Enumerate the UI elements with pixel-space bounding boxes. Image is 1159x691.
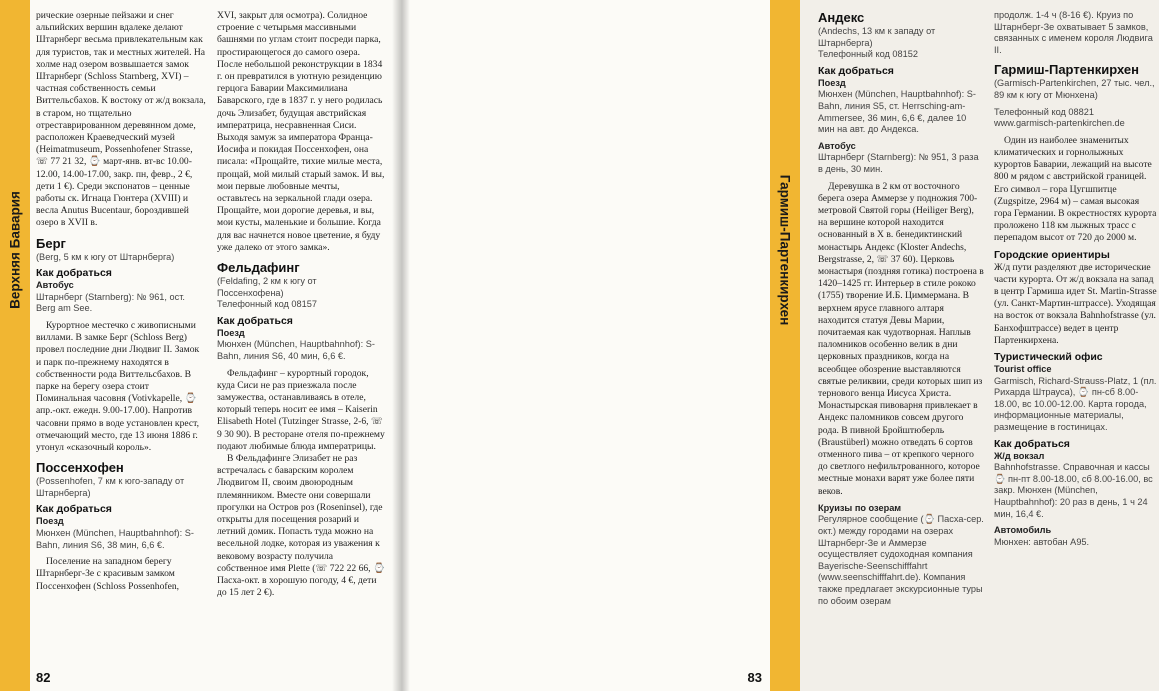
paragraph: Один из наиболее знаменитых климатических и горнолыжных курортов Баварии, лежащий на высоте 800 м рядом с австрийской границей. Его символ – гора Цугшпитце (Zugspitze, 2964 м) – самая высокая гора Германии. В окрестностях курорта проложено 118 км лыжных трасс с перепадом высот от 720 до 2000 м. (994, 134, 1157, 244)
transport-info: Штарнберг (Starnberg): № 951, 3 раза в день, 30 мин. (818, 152, 979, 174)
section-tab-label: Верхняя Бавария (7, 191, 23, 309)
transport-info: Bahnhofstrasse. Справочная и кассы ⌚ пн-пт 8.00-18.00, сб 8.00-16.00, вс закр. Мюнхен (München, Hauptbahnhof): 20 раз в день, 1 ч 24 мин, 16,4 €. (994, 462, 1153, 519)
website: www.garmisch-partenkirchen.de (994, 118, 1125, 129)
left-column-1 (36, 10, 206, 593)
section-heading: Андекс (818, 10, 865, 25)
section-tab-left (0, 0, 30, 691)
right-column-2 (994, 10, 1159, 548)
transport-label: Автобус (36, 280, 74, 291)
subheading: Как добраться (36, 503, 112, 516)
subheading: Как добраться (217, 314, 293, 327)
page-number: 82 (36, 670, 51, 685)
transport-label: Ж/д вокзал (994, 450, 1045, 461)
section-heading: Поссенхофен (36, 460, 124, 476)
transport-label: Автомобиль (994, 525, 1052, 536)
subheading: Туристический офис (994, 351, 1103, 363)
page-number: 83 (747, 670, 762, 685)
section-subtitle: (Possenhofen, 7 км к юго-западу от Штарнберга) (36, 476, 185, 498)
right-column-1 (818, 10, 985, 607)
cruise-label: Круизы по озерам (818, 502, 902, 513)
phone-code: Телефонный код 08152 (818, 49, 918, 60)
transport-info: Штарнберг (Starnberg): № 961, ост. Berg am See. (36, 291, 185, 314)
section-subtitle: (Feldafing, 2 км к югу от Поссенхофена) (217, 276, 317, 298)
section-tab-right (770, 0, 800, 691)
section-heading: Берг (36, 235, 66, 251)
paragraph: Поселение на западном берегу Штарнберг-Зе с красивым замком Поссенхофен (Schloss Possenhofen, (36, 556, 180, 592)
section-subtitle: (Andechs, 13 км к западу от Штарнберга) (818, 26, 936, 48)
transport-label: Поезд (217, 327, 245, 338)
paragraph: продолж. 1-4 ч (8-16 €). Круиз по Штарнберг-Зе охватывает 5 замков, связанных с именем короля Людвига II. (994, 10, 1153, 55)
transport-info: Мюнхен (München, Hauptbahnhof): S-Bahn, линия S5, ст. Herrsching-am-Ammersee, 36 мин, 6,6 €, далее 10 мин на авт. до Андекса. (818, 89, 976, 135)
paragraph: XVI, закрыт для осмотра). Солидное строение с четырьмя массивными башнями по углам стоит посреди парка, простирающегося до самого озера. После небольшой реконструкции в 1834 г. он превратился в уютную резиденцию герцога Баварии Максимилиана Баварского, где в 1837 г. у него родилась дочь Элизабет, будущая австрийская императрица, несравненная Сиси. Выходя замуж за императора Франца-Иосифа и покидая Поссенхофен, она писала: «Прощайте, тихие милые места, прощай, мой милый старый замок. И вы, мои первые любовные мечты, оставьтесь на зеркальной глади озера. Прощайте, мои дорогие деревья, и вы, мои кусты, маленькие и большие. Когда для вас начнется новое цветение, я буду уже далеко от этого замка». (217, 10, 385, 253)
right-page (400, 0, 1157, 691)
left-column-2 (217, 10, 385, 599)
phone-code: Телефонный код 08821 (994, 106, 1094, 117)
office-info: Garmisch, Richard-Strauss-Platz, 1 (пл. Рихарда Штрауса), ⌚ пн-сб 8.00-18.00, вс 10.00-12.00. Карта города, информационные материалы, размещение в гостиницах. (994, 375, 1157, 432)
paragraph: Фельдафинг – курортный городок, куда Сиси не раз приезжала после замужества, останавливаясь в отеле, который теперь носит ее имя – Kaiserin Elisabeth Hotel (Tutzinger Strasse, 2-6, ☏ 9 30 90). В ресторане отеля по-прежнему подают любимые блюда императрицы. (217, 367, 385, 452)
section-subtitle: (Garmisch-Partenkirchen, 27 тыс. чел., 89 км к югу от Мюнхена) (994, 78, 1155, 100)
transport-label: Поезд (818, 77, 846, 88)
paragraph: Ж/д пути разделяют две исторические части курорта. От ж/д вокзала на запад в центр Гармиша идет St. Martin-Strasse (ул. Санкт-Мартин-штрассе). Уходящая на восток от вокзала Bahnhofstrasse (ул. Банхофштрассе) ведет в центр Партенкирхена. (994, 261, 1157, 346)
left-page (0, 0, 400, 691)
subheading: Как добраться (994, 437, 1070, 450)
section-tab-label: Гармиш-Партенкирхен (777, 174, 793, 326)
section-heading: Фельдафинг (217, 260, 300, 276)
transport-info: Мюнхен: автобан A95. (994, 536, 1090, 547)
transport-label: Поезд (36, 516, 64, 527)
subheading: Как добраться (818, 64, 894, 77)
transport-info: Мюнхен (München, Hauptbahnhof): S-Bahn, линия S6, 38 мин, 6,6 €. (36, 528, 194, 550)
phone-code: Телефонный код 08157 (217, 299, 317, 310)
paragraph: рические озерные пейзажи и снег альпийских вершин вдалеке делают Штарнберг весьма привлекательным как для туристов, так и местных жителей. На холме над озером возвышается замок Штарнберг (Schloss Starnberg, XVI) – частная собственность семьи Виттельсбахов. К востоку от ж/д вокзала, в старом, но тщательно отреставрированном деревянном доме, расположен Краеведческий музей (Heimatmuseum, Possenhofener Strasse, ☏ 77 21 32, ⌚ март-янв. вт-вс 10.00-12.00, 14.00-17.00, закр. пн, февр., 2 €, дети 1 €). Среди экспонатов – ценные работы ск. Игнаца Гюнтера (XVIII) и весла Anutus Bucentaur, бороздившей озеро в XVII в. (36, 10, 206, 229)
paragraph: Курортное местечко с живописными виллами. В замке Берг (Schloss Berg) провел последние дни Людвиг II. Замок и парк по-прежнему находятся в собственности рода Виттельсбахов. В парке на берегу озера стоит Поминальная часовня (Votivkapelle, ⌚ апр.-окт. ежедн. 9.00-17.00). Напротив часовни прямо в воде установлен крест, отмечающий место, где 13 июня 1886 г. утонул «сказочный король». (36, 320, 200, 454)
subheading: Как добраться (36, 267, 112, 280)
paragraph: В Фельдафинге Элизабет не раз встречалась с баварским королем Людвигом II, своим двоюродным племянником. Вместе они совершали прогулки на Остров роз (Roseninsel), где открыты для посещения розарий и летний домик. Попасть туда можно на весельной лодке, которая из уважения к вековому возрасту получила собственное имя Plette (☏ 722 22 66, ⌚ Пасха-окт. в хорошую погоду, 4 €, дети до 15 лет 2 €). (217, 453, 385, 599)
office-label: Tourist office (994, 364, 1052, 374)
transport-label: Автобус (818, 140, 856, 151)
cruise-info: Регулярное сообщение (⌚ Пасха-сер. окт.) между городами на озерах Штарнберг-Зе и Аммерзе осуществляет судоходная компания Bayerische-Seenschifffahrt (www.seenschifffahrt.de). Компания также предлагает экскурсионные туры по обоим озерам (818, 514, 984, 606)
subheading: Городские ориентиры (994, 248, 1110, 261)
book-gutter (392, 0, 410, 691)
paragraph: Деревушка в 2 км от восточного берега озера Аммерзе у подножия 700-метровой Святой горы (Heiliger Berg), на вершине которой находится основанный в X в. бенедиктинский монастырь Андекс (Kloster Andechs, Bergstrasse, 2, ☏ 37 60). Церковь монастыря (поздняя готика) построена в 1420–1425 гг. Интерьер в стиле рококо (1755) творение И.Б. Циммермана. В верхнем ярусе главного алтаря находится статуя Девы Марии, почитаемая как чудотворная. Наплыв паломников особенно велик в дни церковных праздников, когда на всеобщее обозрение выставляются святые реликвии, среди которых шип из тернового венца Иисуса Христа. Монастырская пивоварня привлекает в Андекс паломников совсем другого рода. В пивной Бройштюберль (Braustüberl) можно отведать 6 сортов отменного пива – от крепкого черного до светлого нефильтрованного, которое местные монахи варят уже более пяти веков. (818, 180, 984, 497)
section-heading: Гармиш-Партенкирхен (994, 62, 1140, 78)
section-subtitle: (Berg, 5 км к югу от Штарнберга) (36, 251, 175, 262)
transport-info: Мюнхен (München, Hauptbahnhof): S-Bahn, линия S6, 40 мин, 6,6 €. (217, 339, 375, 362)
